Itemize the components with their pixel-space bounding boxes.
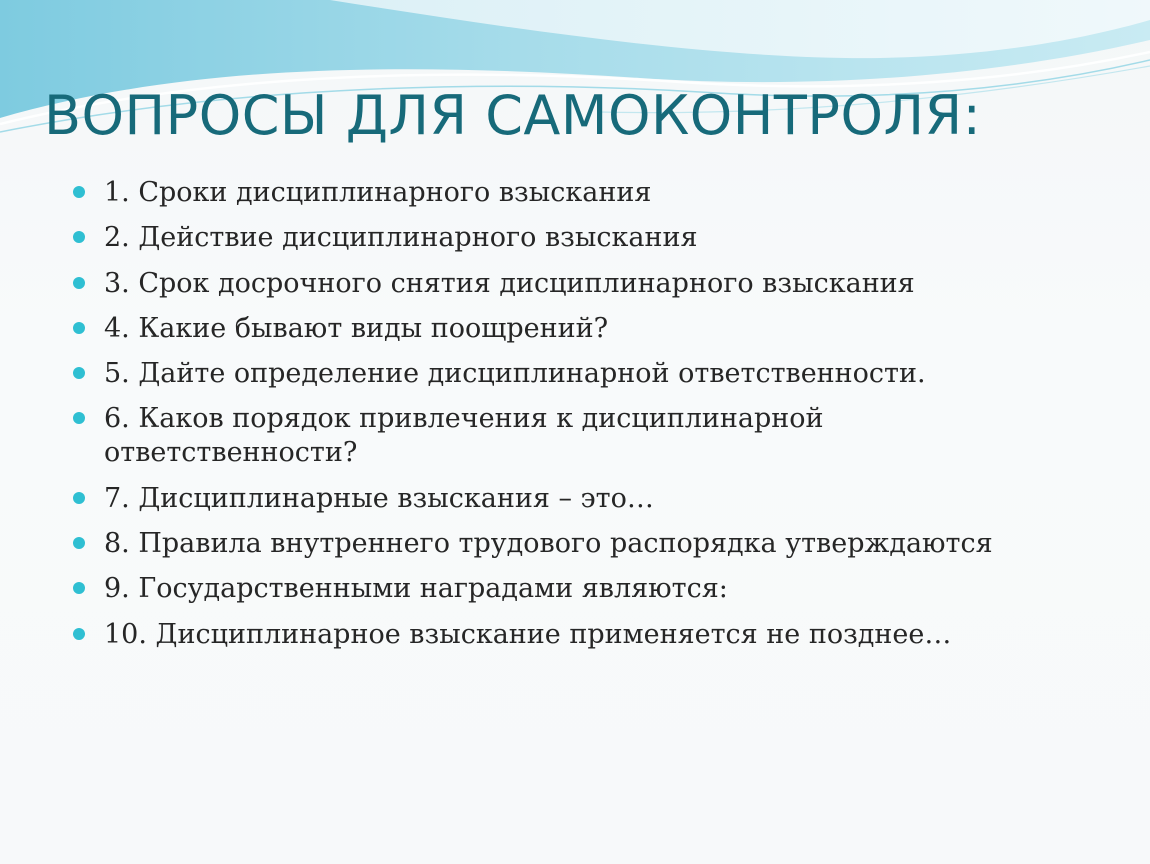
bullet-dot-icon: [73, 231, 85, 243]
bullet-dot-icon: [73, 582, 85, 594]
question-item-7: [104, 482, 1134, 516]
bullet-dot-icon: [73, 412, 85, 424]
bullet-dot-icon: [73, 628, 85, 640]
bullet-dot-icon: [73, 186, 85, 198]
question-item-5: [104, 357, 1134, 391]
bullet-dot-icon: [73, 322, 85, 334]
question-text: 1. Сроки дисциплинарного взыскания: [104, 177, 652, 208]
question-text: 3. Срок досрочного снятия дисциплинарного взыскания: [104, 267, 915, 299]
question-item-6: [104, 402, 1134, 470]
question-item-4: [104, 312, 1134, 346]
question-text: 9. Государственными наградами являются:: [104, 573, 728, 605]
question-text: 10. Дисциплинарное взыскание применяется не позднее…: [104, 618, 952, 650]
bullet-dot-icon: [73, 537, 85, 549]
question-item-3: [104, 267, 1134, 301]
question-item-2: [104, 221, 1134, 255]
question-item-10: [104, 618, 1134, 652]
question-item-1: [104, 176, 1134, 210]
slide-title: ВОПРОСЫ ДЛЯ САМОКОНТРОЛЯ:: [44, 84, 982, 147]
question-list: [104, 176, 1134, 663]
bullet-dot-icon: [73, 367, 85, 379]
question-text: 4. Какие бывают виды поощрений?: [104, 312, 609, 344]
question-text: 5. Дайте определение дисциплинарной ответственности.: [104, 358, 926, 390]
question-text: 8. Правила внутреннего трудового распорядка утверждаются: [104, 528, 993, 560]
question-item-9: [104, 572, 1134, 606]
question-text: 6. Каков порядок привлечения к дисциплинарной ответственности?: [104, 403, 824, 469]
question-item-8: [104, 527, 1134, 561]
question-text: 2. Действие дисциплинарного взыскания: [104, 222, 698, 254]
question-text: 7. Дисциплинарные взыскания – это…: [104, 482, 654, 514]
bullet-dot-icon: [73, 277, 85, 289]
bullet-dot-icon: [73, 492, 85, 504]
